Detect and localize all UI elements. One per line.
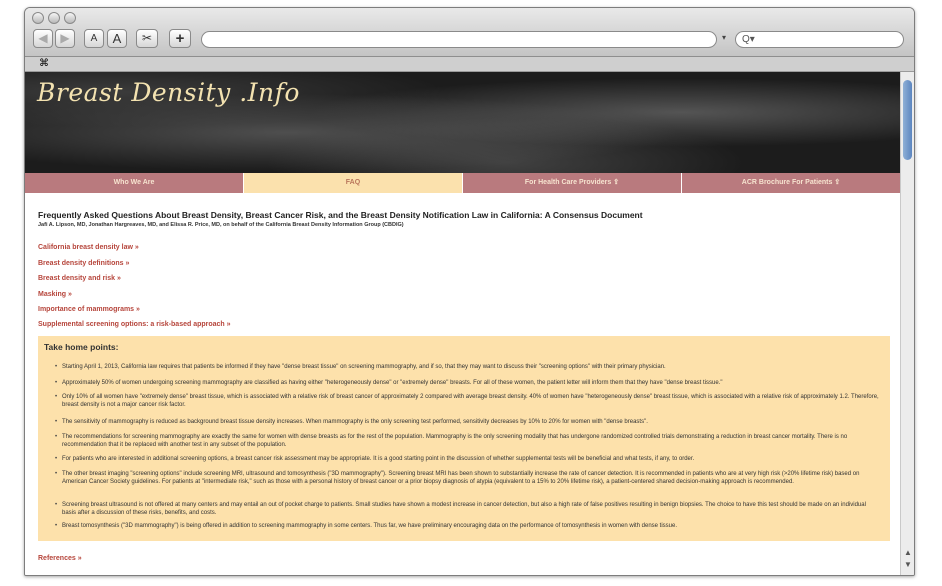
article-title: Frequently Asked Questions About Breast Density, Breast Cancer Risk, and the Breast Density Notification Law in California: A Consensus Document: [38, 210, 643, 220]
bookmarks-bar: [25, 57, 914, 72]
scrollbar-thumb[interactable]: [903, 80, 912, 160]
minimize-window-button[interactable]: [48, 12, 60, 24]
take-home-point: • Screening breast ultrasound is not offered at many centers and may entail an out of pocket charge to patients. Small studies have shown a modest increase in cancer detection, but also a high rate of false positives resulting in benign biopsies. The choice to have this test should be made on an individual basis after a discussion of these risks, benefits, and costs.: [62, 502, 880, 517]
link-importance-mammograms[interactable]: Importance of mammograms »: [38, 306, 140, 313]
text-smaller-button[interactable]: A: [84, 29, 104, 48]
scroll-up-arrow[interactable]: ▲: [904, 548, 912, 557]
search-field[interactable]: [735, 31, 904, 48]
vertical-scrollbar[interactable]: [900, 72, 915, 575]
take-home-point: • The recommendations for screening mammography are exactly the same for women with dense breasts as for the rest of the population. Mammography is the only screening modality that has undergone randomized controlled trials demonstrating a reduction in breast cancer mortality. There is no recommendation that it be replaced with another test in any subset of the population.: [62, 434, 880, 449]
take-home-point: • For patients who are interested in additional screening options, a breast cancer risk assessment may be appropriate. It is a good starting point in the discussion of whether supplemental tests will be beneficial and what tests, if any, to order.: [62, 456, 880, 464]
link-density-risk[interactable]: Breast density and risk »: [38, 275, 121, 282]
take-home-box: [38, 336, 890, 541]
take-home-point: • The sensitivity of mammography is reduced as background breast tissue density increases. When mammography is the only screening test performed, sensitivity decreases by 10% to 20% for women with "dense breasts".: [62, 419, 880, 427]
nav-health-care-providers[interactable]: For Health Care Providers ⇪: [463, 173, 682, 193]
link-density-definitions[interactable]: Breast density definitions »: [38, 260, 130, 267]
take-home-point: • Approximately 50% of women undergoing screening mammography are classified as having either "heterogeneously dense" or "extremely dense" breasts. For all of these women, the patient letter will inform them that they have "dense breast tissue.": [62, 380, 880, 388]
link-masking[interactable]: Masking »: [38, 291, 72, 298]
forward-button[interactable]: ▶: [55, 29, 75, 48]
back-button[interactable]: ◀: [33, 29, 53, 48]
site-banner: [25, 72, 900, 173]
search-icon: Q▾: [742, 34, 755, 45]
add-bookmark-button[interactable]: +: [169, 29, 191, 48]
take-home-point: • Only 10% of all women have "extremely dense" breast tissue, which is associated with a relative risk of breast cancer of approximately 2 compared with average breast density. 40% of women have "heterogeneously dense" breast tissue, which is associated with a relative risk of approximately 1.2. Therefore, breast density is not a major cancer risk factor.: [62, 394, 880, 409]
nav-acr-brochure[interactable]: ACR Brochure For Patients ⇪: [682, 173, 900, 193]
take-home-title: Take home points:: [44, 342, 119, 352]
main-nav: [25, 173, 900, 193]
address-bar[interactable]: [201, 31, 717, 48]
link-california-law[interactable]: California breast density law »: [38, 244, 139, 251]
site-title[interactable]: Breast Density .Info: [37, 78, 300, 107]
scroll-down-arrow[interactable]: ▼: [904, 560, 912, 569]
url-dropdown-icon[interactable]: ▾: [722, 33, 727, 42]
take-home-point: • Starting April 1, 2013, California law requires that patients be informed if they have "dense breast tissue" on screening mammography, and if so, that they may want to discuss their "screening options" with their primary physician.: [62, 364, 880, 372]
scissors-icon[interactable]: ✂: [136, 29, 158, 48]
browser-toolbar: [25, 8, 914, 57]
nav-who-we-are[interactable]: Who We Are: [25, 173, 244, 193]
zoom-window-button[interactable]: [64, 12, 76, 24]
bookmarks-icon[interactable]: ⌘: [39, 58, 49, 69]
take-home-point: • The other breast imaging "screening options" include screening MRI, ultrasound and tomosynthesis ("3D mammography"). Screening breast MRI has been shown to substantially increase the rate of cancer detection. It is recommended in patients who are at very high risk (>20% lifetime risk) based on American Cancer Society guidelines. For patients at "intermediate risk," such as those with a personal history of breast cancer or a prior biopsy diagnosis of atypia (equivalent to a 15% to 20% lifetime risk), a patient-centered shared decision-making approach is recommended.: [62, 471, 880, 486]
close-window-button[interactable]: [32, 12, 44, 24]
nav-faq[interactable]: FAQ: [244, 173, 463, 193]
take-home-point: • Breast tomosynthesis ("3D mammography") is being offered in addition to screening mammography in some centers. Thus far, we have preliminary encouraging data on the performance of tomosynthesis in women with dense tissue.: [62, 523, 880, 531]
link-supplemental-screening[interactable]: Supplemental screening options: a risk-based approach »: [38, 321, 231, 328]
article-authors: Jafi A. Lipson, MD, Jonathan Hargreaves, MD, and Elissa R. Price, MD, on behalf of the California Breast Density Information Group (CBDIG): [38, 222, 404, 228]
link-references[interactable]: References »: [38, 555, 82, 562]
text-larger-button[interactable]: A: [107, 29, 127, 48]
